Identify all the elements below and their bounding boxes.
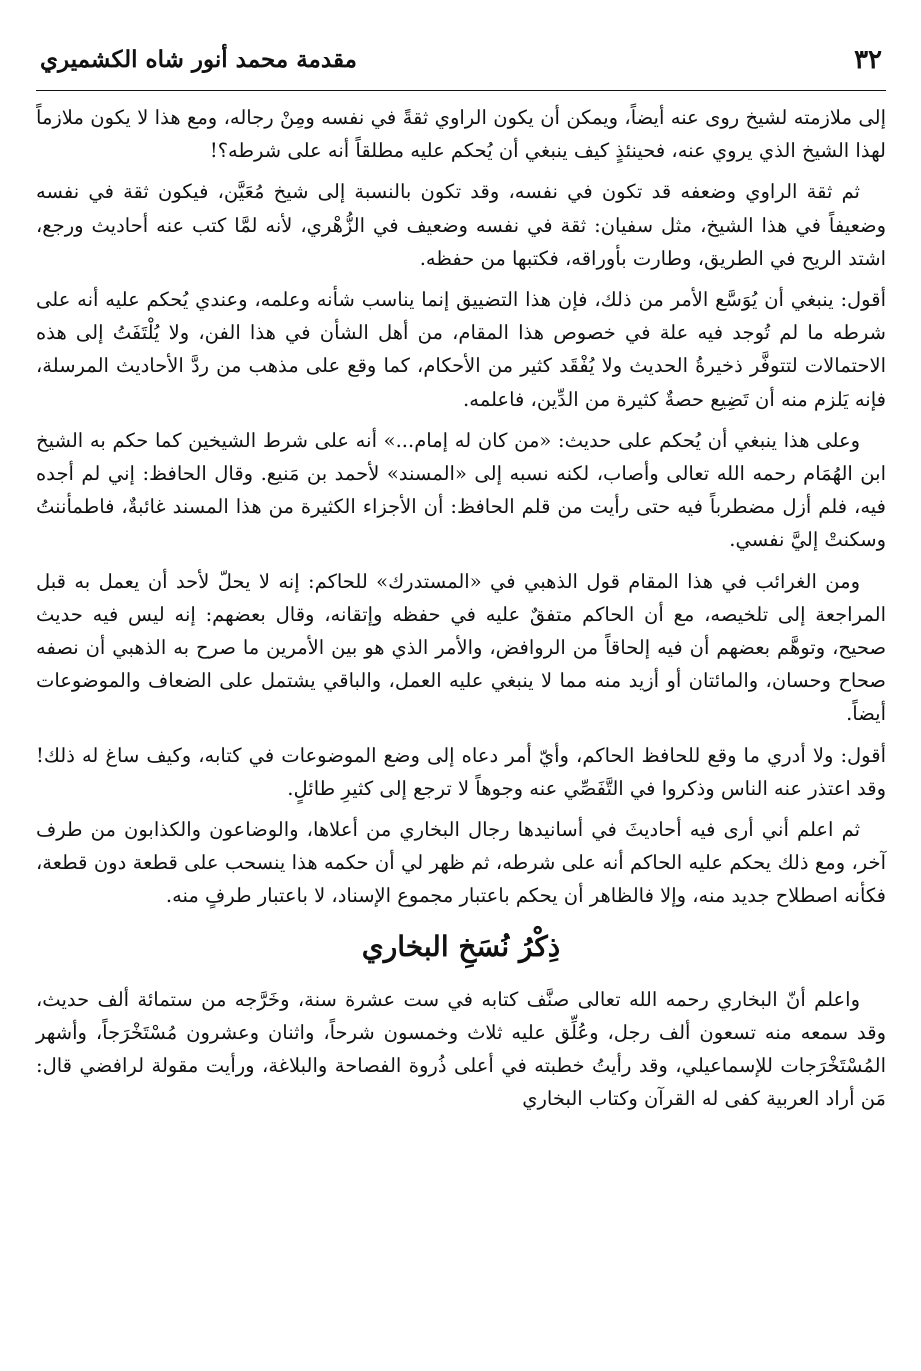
running-title: مقدمة محمد أنور شاه الكشميري <box>40 46 357 73</box>
paragraph-author-opinion: أقول: ينبغي أن يُوَسَّع الأمر من ذلك، فإن هذا التضييق إنما يناسب شأنه وعلمه، وعندي يُحكم عليه أنه على شرطه ما لم تُوجد فيه علة في خصوص هذا المقام، من أهل الشأن في هذا الفن، ولا يُلْتَفَتُ إلى هذه الاحتمالات لتتوفَّر ذخيرةُ الحديث ولا يُفْقَد كثير من الأحكام، كما وقع على مذهب من ردَّ الأحاديث المرسلة، فإنه يَلزم منه أن تَضِيع حصةٌ كثيرة من الدِّين، فاعلمه. <box>36 288 886 411</box>
page-header <box>36 36 886 84</box>
paragraph-hadith-imam: وعلى هذا ينبغي أن يُحكم على حديث: «من كان له إمام...» أنه على شرط الشيخين كما حكم به الشيخ ابن الهُمَام رحمه الله تعالى وأصاب، لكنه نسبه إلى «المسند» لأحمد بن مَنيع. وقال الحافظ: إني لم أجده فيه، فلم أزل مضطرباً فيه حتى رأيت من قلم الحافظ: أن الأجزاء الكثيرة من هذا المسند غائبةٌ، فاطمأننتُ وسكنتْ إليَّ نفسي. <box>36 428 886 552</box>
header-divider <box>36 90 886 91</box>
page-body <box>36 101 886 1115</box>
paragraph-hakim-fabrications: أقول: ولا أدري ما وقع للحافظ الحاكم، وأيّ أمر دعاه إلى وضع الموضوعات في كتابه، وكيف ساغ له ذلك! وقد اعتذر عنه الناس وذكروا في التَّفَصِّي عنه وجوهاً لا ترجع إلى كثيرِ طائلٍ. <box>36 743 886 800</box>
paragraph-isnad-condition: ثم اعلم أني أرى فيه أحاديثَ في أسانيدها رجال البخاري من أعلاها، والوضاعون والكذابون من طرف آخر، ومع ذلك يحكم عليه الحاكم أنه على شرطه، ثم ظهر لي أن حكمه هذا ينسحب على قطعة دون قطعة، فكأنه اصطلاح جديد منه، وإلا فالظاهر أن يحكم باعتبار مجموع الإسناد، لا باعتبار طرفٍ منه. <box>36 818 886 908</box>
paragraph-continuation: إلى ملازمته لشيخ روى عنه أيضاً، ويمكن أن يكون الراوي ثقةً في نفسه ومِنْ رجاله، ومع هذا لا يكون ملازماً لهذا الشيخ الذي يروي عنه، فحينئذٍ كيف ينبغي أن يُحكم عليه مطلقاً أنه على شرطه؟! <box>36 106 886 163</box>
page-number: ٣٢ <box>854 45 882 75</box>
book-page <box>36 36 886 1346</box>
section-heading: ذِكْرُ نُسَخِ البخاري <box>361 929 561 963</box>
paragraph-bukhari-copies: واعلم أنّ البخاري رحمه الله تعالى صنَّف كتابه في ست عشرة سنة، وخَرَّجه من ستمائة ألف حديث، وقد سمعه منه تسعون ألف رجل، وعُلِّق عليه ثلاث وخمسون شرحاً، واثنان وعشرون مُسْتَخْرَجاً، وأشهر المُسْتَخْرَجات للإسماعيلي، وقد رأيتُ خطبته في أعلى ذُروة الفصاحة والبلاغة، ورأيت مقولة لرافضي قال: مَن أراد العربية كفى له القرآن وكتاب البخاري <box>36 987 886 1111</box>
paragraph-narrator-reliability: ثم ثقة الراوي وضعفه قد تكون في نفسه، وقد تكون بالنسبة إلى شيخ مُعَيَّن، فيكون ثقة في نفسه وضعيفاً في هذا الشيخ، مثل سفيان: ثقة في نفسه وضعيف في الزُّهْري، لأنه لمَّا كتب عنه أحاديث ورجع، اشتد الريح في الطريق، وطارت بأوراقه، فكتبها من حفظه. <box>36 180 886 270</box>
paragraph-dhahabi-mustadrak: ومن الغرائب في هذا المقام قول الذهبي في «المستدرك» للحاكم: إنه لا يحلّ لأحد أن يعمل به قبل المراجعة إلى تلخيصه، مع أن الحاكم متفقٌ عليه في حفظه وإتقانه، وقال بعضهم: إنه ليس فيه حديث صحيح، وتوهَّم بعضهم أن فيه إلحاقاً من الروافض، والأمر الذي هو بين الأمرين ما صرح به الذهبي أن نصفه صحاح وحسان، والمائتان أو أزيد منه مما لا ينبغي عليه العمل، والباقي يشتمل على الضعاف والموضوعات أيضاً. <box>36 569 886 726</box>
